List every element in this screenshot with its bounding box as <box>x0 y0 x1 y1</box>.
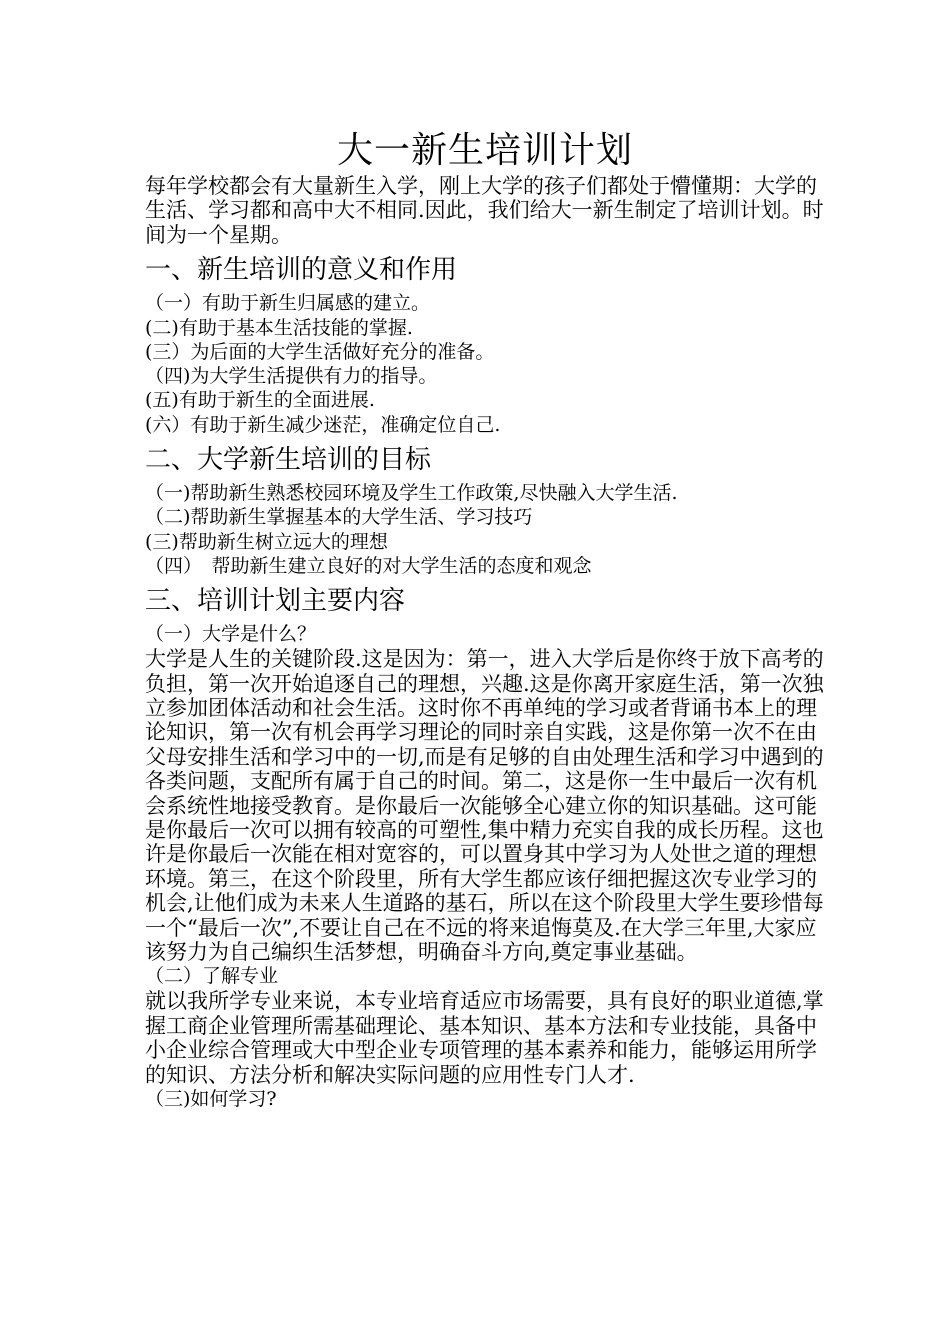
section-3-paragraph: 就以我所学专业来说，本专业培育适应市场需要，具有良好的职业道德,掌握工商企业管理所需基础理论、基本知识、基本方法和专业技能，具备中小企业综合管理或大中型企业专项管理的基本素养和能力，能够运用所学的知识、方法分析和解决实际问题的应用性专门人才. <box>145 989 824 1087</box>
document-title: 大一新生培训计划 <box>336 130 633 171</box>
section-1-heading: 一、新生培训的意义和作用 <box>145 255 458 286</box>
section-3-subheading: （三)如何学习? <box>145 1088 277 1111</box>
section-3-subheading: （二）了解专业 <box>145 965 279 988</box>
section-1-item: (五)有助于新生的全面进展. <box>145 389 375 412</box>
section-2-item: （四） 帮助新生建立良好的对大学生活的态度和观念 <box>145 554 592 577</box>
section-2-item: （二)帮助新生掌握基本的大学生活、学习技巧 <box>145 506 533 529</box>
section-1-item: （四)为大学生活提供有力的指导。 <box>145 365 438 388</box>
section-3-subheading: （一）大学是什么？ <box>145 623 317 646</box>
intro-paragraph: 每年学校都会有大量新生入学，刚上大学的孩子们都处于懵懂期：大学的生活、学习都和高中大不相同.因此，我们给大一新生制定了培训计划。时间为一个星期。 <box>145 174 824 247</box>
section-2-item: （一)帮助新生熟悉校园环境及学生工作政策,尽快融入大学生活. <box>145 482 678 504</box>
section-1-item: (六）有助于新生减少迷茫，准确定位自己. <box>145 413 501 436</box>
document-page <box>145 128 825 1112</box>
section-2-heading: 二、大学新生培训的目标 <box>145 445 432 475</box>
section-3-heading: 三、培训计划主要内容 <box>145 586 406 617</box>
section-3-paragraph: 大学是人生的关键阶段.这是因为：第一，进入大学后是你终于放下高考的负担，第一次开始追逐自己的理想，兴趣.这是你离开家庭生活，第一次独立参加团体活动和社会生活。这时你不再单纯的学习或者背诵书本上的理论知识，第一次有机会再学习理论的同时亲自实践，这是你第一次不在由父母安排生活和学习中的一切,而是有足够的自由处理生活和学习中遇到的各类问题，支配所有属于自己的时间。第二，这是你一生中最后一次有机会系统性地接受教育。是你最后一次能够全心建立你的知识基础。这可能是你最后一次可以拥有较高的可塑性,集中精力充实自我的成长历程。这也许是你最后一次能在相对宽容的，可以置身其中学习为人处世之道的理想环境。第三，在这个阶段里，所有大学生都应该仔细把握这次专业学习的机会,让他们成为未来人生道路的基石，所以在这个阶段里大学生要珍惜每一个“最后一次”,不要让自己在不远的将来追悔莫及.在大学三年里,大家应该努力为自己编织生活梦想，明确奋斗方向,奠定事业基础。 <box>145 647 824 965</box>
section-2-item: (三)帮助新生树立远大的理想 <box>145 530 388 553</box>
section-1-item: (三）为后面的大学生活做好充分的准备。 <box>145 340 495 363</box>
section-1-item: (二)有助于基本生活技能的掌握. <box>145 316 413 339</box>
section-1-item: （一）有助于新生归属感的建立。 <box>145 292 431 315</box>
